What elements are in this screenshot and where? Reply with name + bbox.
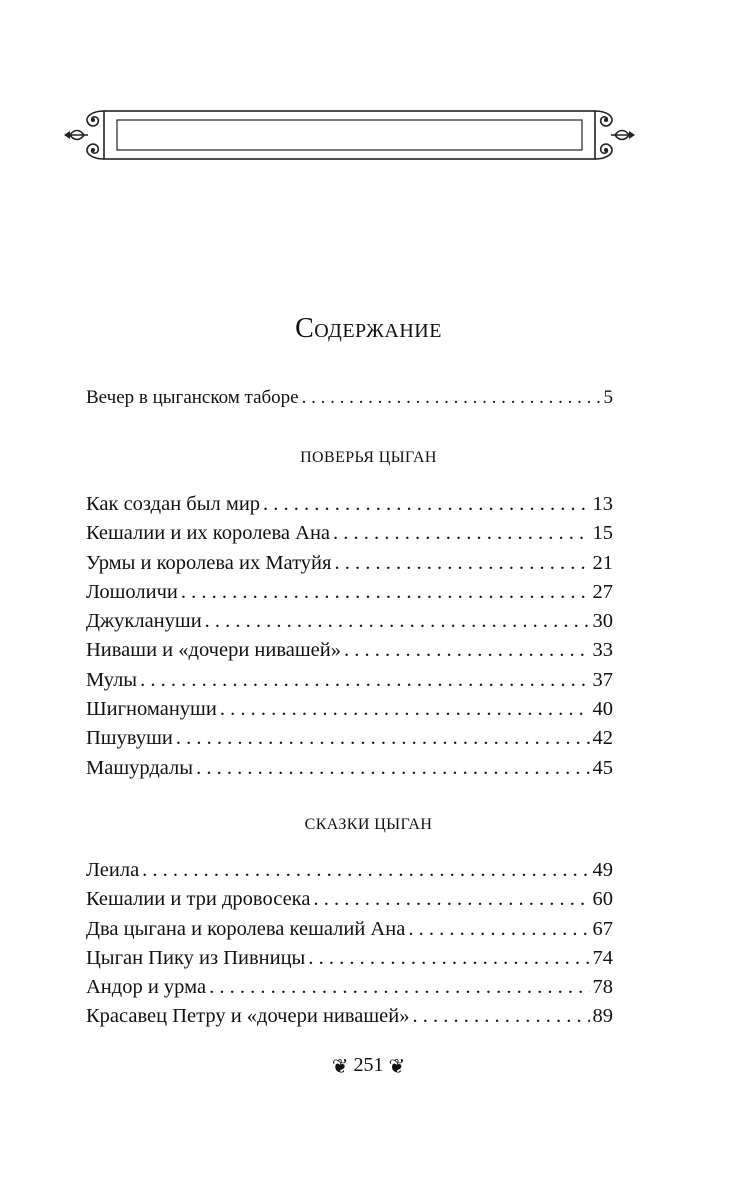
toc-entry[interactable] bbox=[86, 885, 613, 914]
toc-leader-dots bbox=[333, 519, 589, 548]
toc-section-2 bbox=[86, 856, 613, 1032]
toc-entry-title: Кешалии и их королева Ана bbox=[86, 522, 331, 545]
toc-entry[interactable] bbox=[86, 549, 613, 578]
toc-leader-dots bbox=[140, 666, 589, 695]
toc-entry[interactable] bbox=[86, 519, 613, 548]
toc-entry-page: 49 bbox=[592, 859, 613, 881]
toc-entry[interactable] bbox=[86, 724, 613, 753]
toc-leader-dots bbox=[413, 1002, 590, 1031]
toc-leader-dots bbox=[302, 387, 601, 409]
ornament-left-icon: ❦ bbox=[331, 1056, 349, 1078]
toc-entry[interactable] bbox=[86, 973, 613, 1002]
ornament-right-icon: ❦ bbox=[388, 1056, 406, 1078]
toc-entry-title: Красавец Петру и «дочери нивашей» bbox=[86, 1005, 410, 1028]
toc-entry[interactable] bbox=[86, 856, 613, 885]
toc-leader-dots bbox=[181, 578, 590, 607]
toc-entry[interactable] bbox=[86, 695, 613, 724]
toc-entry-title: Кешалии и три дровосека bbox=[86, 888, 311, 911]
section-heading-1: ПОВЕРЬЯ ЦЫГАН bbox=[300, 449, 437, 466]
toc-leader-dots bbox=[344, 636, 590, 665]
toc-entry-page: 40 bbox=[592, 698, 613, 721]
toc-entry[interactable] bbox=[86, 1002, 613, 1031]
page-title: Содержание bbox=[295, 313, 442, 344]
toc-leader-dots bbox=[334, 549, 589, 578]
toc-entry-title: Ниваши и «дочери нивашей» bbox=[86, 639, 341, 662]
toc-entry-title: Два цыгана и королева кешалий Ана bbox=[86, 917, 406, 940]
toc-entry-title: Цыган Пику из Пивницы bbox=[86, 946, 306, 969]
toc-entry-page: 67 bbox=[592, 917, 613, 940]
toc-entry-page: 13 bbox=[592, 493, 613, 515]
toc-entry-title: Леила bbox=[86, 859, 140, 881]
toc-entry[interactable] bbox=[86, 387, 613, 409]
toc-entry-title: Урмы и королева их Матуйя bbox=[86, 551, 332, 574]
toc-intro bbox=[86, 387, 613, 409]
toc-entry-title: Шигномануши bbox=[86, 698, 217, 721]
toc-leader-dots bbox=[263, 490, 589, 519]
toc-entry-title: Вечер в цыганском таборе bbox=[86, 387, 299, 408]
toc-entry-page: 33 bbox=[592, 639, 613, 662]
toc-leader-dots bbox=[220, 695, 590, 724]
toc-entry-title: Машурдалы bbox=[86, 756, 194, 779]
toc-leader-dots bbox=[313, 885, 589, 914]
toc-entry-page: 21 bbox=[592, 551, 613, 574]
toc-leader-dots bbox=[196, 754, 589, 783]
toc-entry-title: Пшувуши bbox=[86, 727, 173, 750]
toc-entry-title: Джуклануши bbox=[86, 610, 202, 633]
toc-entry-page: 78 bbox=[592, 976, 613, 999]
toc-leader-dots bbox=[408, 915, 589, 944]
toc-entry-title: Как создан был мир bbox=[86, 493, 261, 515]
toc-entry-page: 5 bbox=[603, 387, 613, 408]
toc-entry-page: 60 bbox=[592, 888, 613, 911]
toc-entry[interactable] bbox=[86, 578, 613, 607]
toc-leader-dots bbox=[176, 724, 590, 753]
toc-entry-page: 15 bbox=[592, 522, 613, 545]
toc-entry[interactable] bbox=[86, 944, 613, 973]
toc-leader-dots bbox=[209, 973, 589, 1002]
toc-entry-title: Мулы bbox=[86, 668, 138, 691]
toc-leader-dots bbox=[308, 944, 589, 973]
toc-entry[interactable] bbox=[86, 607, 613, 636]
toc-section-1 bbox=[86, 490, 613, 783]
toc-entry-page: 30 bbox=[592, 610, 613, 633]
page-footer bbox=[0, 1054, 737, 1079]
toc-entry[interactable] bbox=[86, 636, 613, 665]
section-heading-2: СКАЗКИ ЦЫГАН bbox=[304, 816, 433, 833]
toc-entry-page: 37 bbox=[592, 668, 613, 691]
toc-entry[interactable] bbox=[86, 666, 613, 695]
toc-entry-page: 74 bbox=[592, 946, 613, 969]
toc-leader-dots bbox=[205, 607, 590, 636]
toc-entry-title: Лошоличи bbox=[86, 580, 178, 603]
page-number: 251 bbox=[353, 1054, 384, 1077]
toc-entry-title: Андор и урма bbox=[86, 976, 207, 999]
toc-entry-page: 89 bbox=[592, 1005, 613, 1028]
toc-entry[interactable] bbox=[86, 915, 613, 944]
toc-entry-page: 42 bbox=[592, 727, 613, 750]
toc-entry[interactable] bbox=[86, 754, 613, 783]
toc-leader-dots bbox=[142, 856, 589, 885]
toc-entry-page: 27 bbox=[592, 580, 613, 603]
toc-entry-page: 45 bbox=[592, 756, 613, 779]
ornamental-frame bbox=[62, 105, 637, 165]
toc-entry[interactable] bbox=[86, 490, 613, 519]
